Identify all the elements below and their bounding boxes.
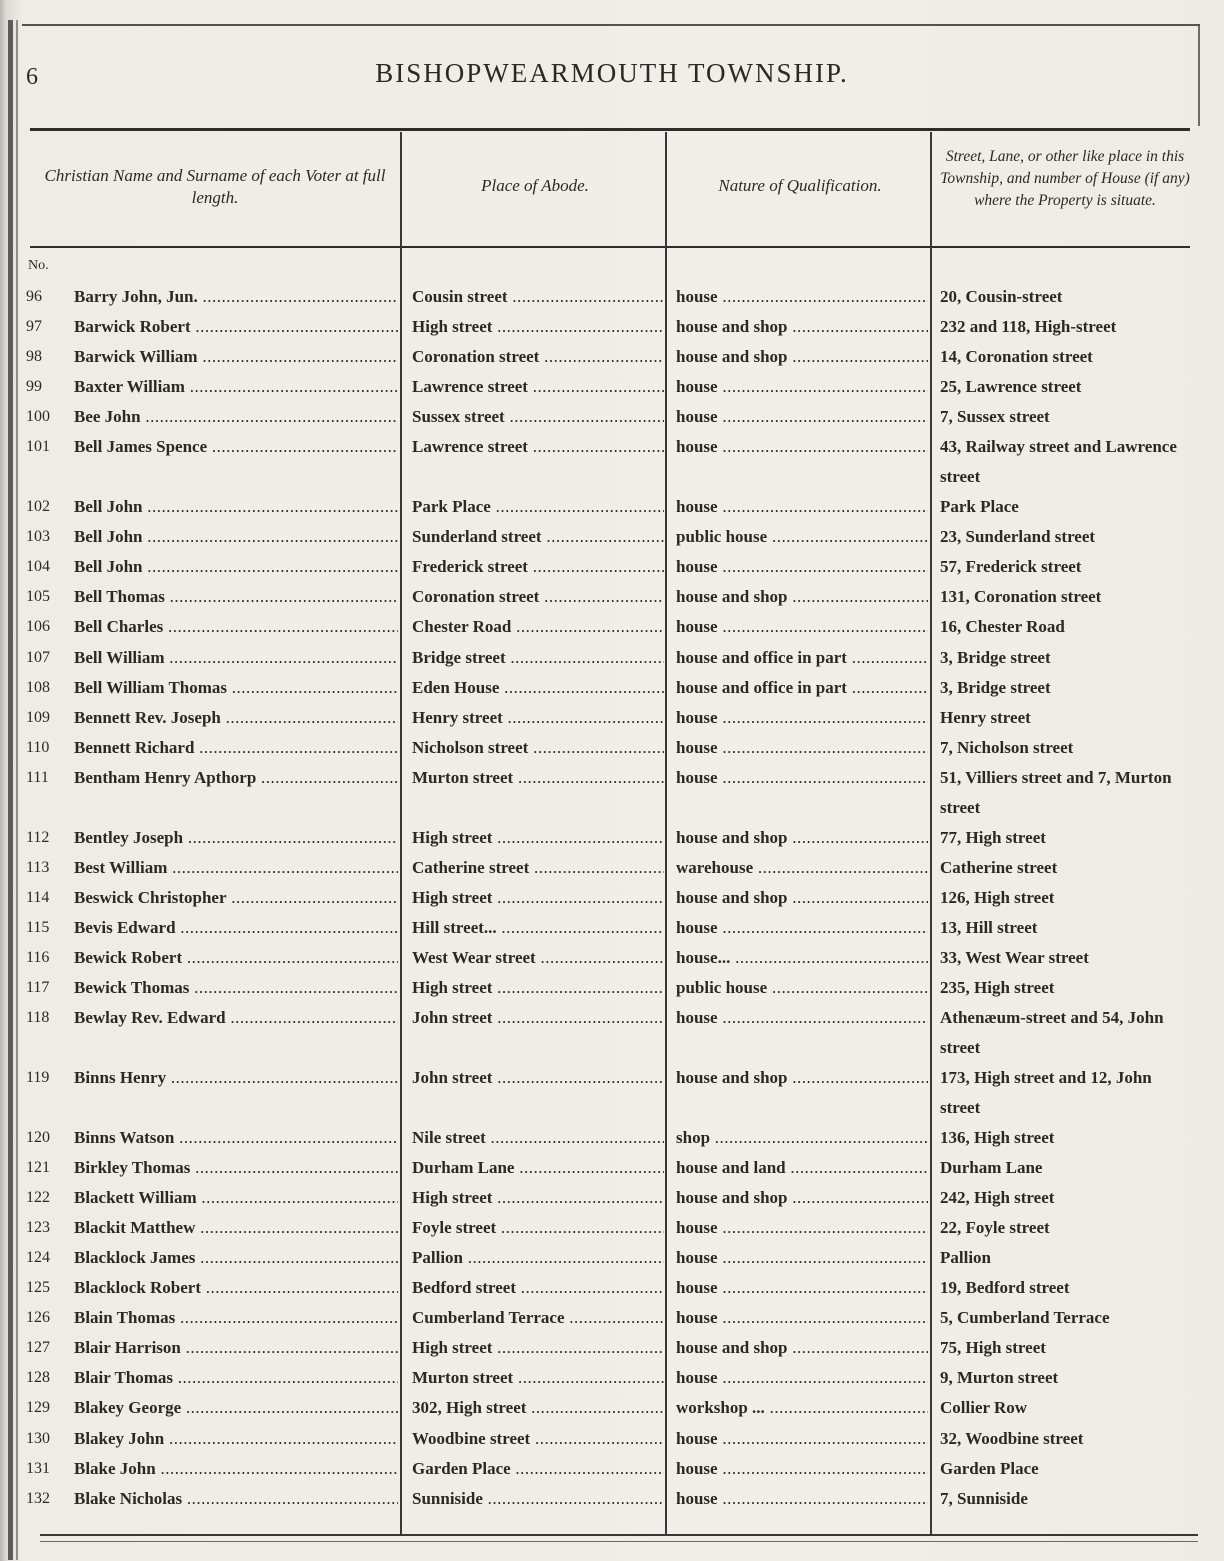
qualification: house and shop ..... [676, 1335, 928, 1361]
table-row [0, 1155, 1224, 1185]
place-of-abode: Lawrence street ..... [412, 434, 664, 460]
voter-name: Binns Watson ..... [74, 1125, 398, 1151]
voter-name: Blakey George ..... [74, 1395, 398, 1421]
voter-number: 125 [26, 1279, 50, 1297]
voter-name: Bewlay Rev. Edward ..... [74, 1005, 398, 1031]
place-of-abode: High street ..... [412, 1335, 664, 1361]
property-street: 14, Coronation street [940, 347, 1093, 367]
property-street: 126, High street [940, 887, 1055, 907]
voter-number: 124 [26, 1249, 50, 1267]
voter-number: 101 [26, 438, 50, 456]
place-of-abode: Frederick street ..... [412, 554, 664, 580]
place-of-abode: Chester Road ..... [412, 614, 664, 640]
property-street: 7, Nicholson street [940, 737, 1074, 757]
table-row [0, 524, 1224, 554]
header-abode: Place of Abode. [481, 176, 589, 195]
table-row [0, 434, 1224, 487]
property-street: 16, Chester Road [940, 617, 1065, 637]
header-top-rule [30, 128, 1190, 131]
property-street: 32, Woodbine street [940, 1428, 1084, 1448]
qualification: house ..... [676, 614, 928, 640]
property-street: 3, Bridge street [940, 647, 1051, 667]
property-street: Catherine street [940, 857, 1058, 877]
voter-number: 127 [26, 1339, 50, 1357]
voter-name: Binns Henry ..... [74, 1065, 398, 1091]
place-of-abode: Nicholson street ..... [412, 735, 664, 761]
voter-number: 106 [26, 618, 50, 636]
place-of-abode: John street ..... [412, 1065, 664, 1091]
property-street: 33, West Wear street [940, 947, 1089, 967]
table-row [0, 1185, 1224, 1215]
voter-number: 119 [26, 1069, 50, 1086]
qualification: house and shop ..... [676, 584, 928, 610]
table-row [0, 374, 1224, 404]
voter-name: Blackit Matthew ..... [74, 1215, 398, 1241]
qualification: house ..... [676, 1486, 928, 1512]
table-row [0, 735, 1224, 765]
voter-number: 105 [26, 588, 50, 606]
place-of-abode: Sunderland street ..... [412, 524, 664, 550]
voter-name: Bell John ..... [74, 554, 398, 580]
place-of-abode: Park Place ..... [412, 494, 664, 520]
qualification: public house ..... [676, 524, 928, 550]
header-name: Christian Name and Surname of each Voter at full length. [44, 166, 386, 207]
voter-number: 132 [26, 1489, 50, 1507]
place-of-abode: High street ..... [412, 975, 664, 1001]
page-number: 6 [26, 64, 38, 90]
qualification: house ..... [676, 1456, 928, 1482]
property-street: Durham Lane [940, 1158, 1043, 1178]
voter-number: 98 [26, 348, 42, 366]
qualification: house and shop ..... [676, 1185, 928, 1211]
qualification: house ..... [676, 284, 928, 310]
table-row [0, 1365, 1224, 1395]
property-street: Collier Row [940, 1398, 1028, 1418]
table-row [0, 765, 1224, 817]
table-row [0, 1486, 1224, 1516]
voter-name: Bentley Joseph ..... [74, 825, 398, 851]
property-street: 57, Frederick street [940, 557, 1082, 577]
voter-name: Bevis Edward ..... [74, 915, 398, 941]
voter-name: Bee John ..... [74, 404, 398, 430]
table-row [0, 975, 1224, 1005]
qualification: house and land ..... [676, 1155, 928, 1181]
qualification: house and office in part ..... [676, 645, 928, 671]
table-row [0, 1005, 1224, 1057]
place-of-abode: West Wear street ..... [412, 945, 664, 971]
table-row [0, 915, 1224, 945]
voter-name: Blakey John ..... [74, 1426, 398, 1452]
table-row [0, 645, 1224, 675]
property-street: 25, Lawrence street [940, 377, 1082, 397]
table-row [0, 1125, 1224, 1155]
voter-number: 102 [26, 498, 50, 516]
voter-name: Bell William Thomas ..... [74, 675, 398, 701]
qualification: house ..... [676, 404, 928, 430]
top-rule [22, 24, 1200, 26]
voter-name: Best William ..... [74, 855, 398, 881]
voter-number: 113 [26, 858, 50, 876]
place-of-abode: Murton street ..... [412, 1365, 664, 1391]
voter-name: Blair Harrison ..... [74, 1335, 398, 1361]
property-street: 3, Bridge street [940, 677, 1051, 697]
table-row [0, 584, 1224, 614]
voter-name: Bewick Thomas ..... [74, 975, 398, 1001]
qualification: house and office in part ..... [676, 675, 928, 701]
voter-name: Bell Thomas ..... [74, 584, 398, 610]
place-of-abode: Bridge street ..... [412, 645, 664, 671]
qualification: house and shop ..... [676, 885, 928, 911]
place-of-abode: High street ..... [412, 314, 664, 340]
qualification: house ..... [676, 1275, 928, 1301]
voter-name: Bewick Robert ..... [74, 945, 398, 971]
property-street: 13, Hill street [940, 917, 1038, 937]
voter-name: Bennett Richard ..... [74, 735, 398, 761]
qualification: public house ..... [676, 975, 928, 1001]
voter-number: 131 [26, 1459, 50, 1477]
place-of-abode: Coronation street ..... [412, 584, 664, 610]
voter-name: Beswick Christopher ..... [74, 885, 398, 911]
voter-number: 108 [26, 678, 50, 696]
qualification: house and shop ..... [676, 344, 928, 370]
table-row [0, 1335, 1224, 1365]
table-row [0, 1245, 1224, 1275]
qualification: house and shop ..... [676, 1065, 928, 1091]
property-street: Park Place [940, 497, 1019, 517]
voter-number: 97 [26, 318, 42, 336]
qualification: workshop ... ..... [676, 1395, 928, 1421]
place-of-abode: Sussex street ..... [412, 404, 664, 430]
voter-name: Barry John, Jun. ..... [74, 284, 398, 310]
qualification: house ..... [676, 705, 928, 731]
voter-name: Bennett Rev. Joseph ..... [74, 705, 398, 731]
place-of-abode: High street ..... [412, 825, 664, 851]
voter-number: 121 [26, 1159, 50, 1177]
qualification: house ..... [676, 1005, 928, 1031]
property-street: 20, Cousin-street [940, 287, 1063, 306]
qualification: house ..... [676, 1245, 928, 1271]
property-street: 43, Railway street and Lawrence street [940, 437, 1177, 487]
qualification: house ..... [676, 494, 928, 520]
voter-number: 117 [26, 978, 50, 996]
table-row [0, 1456, 1224, 1486]
place-of-abode: Sunniside ..... [412, 1486, 664, 1512]
table-row [0, 1426, 1224, 1456]
table-row [0, 945, 1224, 975]
qualification: house ..... [676, 1305, 928, 1331]
property-street: 75, High street [940, 1338, 1046, 1358]
property-street: 235, High street [940, 977, 1055, 997]
voter-name: Blake Nicholas ..... [74, 1486, 398, 1512]
table-row [0, 404, 1224, 434]
voter-number: 126 [26, 1309, 50, 1327]
place-of-abode: High street ..... [412, 1185, 664, 1211]
place-of-abode: Murton street ..... [412, 765, 664, 791]
table-row [0, 314, 1224, 344]
voter-number: 100 [26, 408, 50, 426]
qualification: house ..... [676, 1365, 928, 1391]
voter-name: Bell John ..... [74, 524, 398, 550]
place-of-abode: Garden Place ..... [412, 1456, 664, 1482]
voter-number: 104 [26, 558, 50, 576]
voter-number: 99 [26, 378, 42, 396]
page-title: BISHOPWEARMOUTH TOWNSHIP. [375, 58, 849, 88]
property-street: 19, Bedford street [940, 1278, 1070, 1298]
voter-number: 107 [26, 648, 50, 666]
voter-name: Bell John ..... [74, 494, 398, 520]
table-row [0, 1395, 1224, 1425]
voter-name: Blair Thomas ..... [74, 1365, 398, 1391]
place-of-abode: Woodbine street ..... [412, 1426, 664, 1452]
voter-name: Blain Thomas ..... [74, 1305, 398, 1331]
qualification: house ..... [676, 374, 928, 400]
voter-number: 129 [26, 1399, 50, 1417]
table-row [0, 344, 1224, 374]
voter-name: Bentham Henry Apthorp ..... [74, 765, 398, 791]
place-of-abode: John street ..... [412, 1005, 664, 1031]
qualification: house ..... [676, 554, 928, 580]
qualification: house and shop ..... [676, 825, 928, 851]
header-bottom-rule [30, 246, 1190, 248]
table-row [0, 1215, 1224, 1245]
voter-number: 114 [26, 888, 50, 906]
qualification: house... ..... [676, 945, 928, 971]
table-row [0, 1065, 1224, 1117]
voter-number: 123 [26, 1219, 50, 1237]
property-street: 131, Coronation street [940, 587, 1102, 607]
voter-name: Blake John ..... [74, 1456, 398, 1482]
place-of-abode: Lawrence street ..... [412, 374, 664, 400]
voter-number: 112 [26, 828, 50, 846]
voter-number: 116 [26, 948, 50, 966]
table-row [0, 705, 1224, 735]
voter-name: Blacklock James ..... [74, 1245, 398, 1271]
table-row [0, 494, 1224, 524]
place-of-abode: Pallion ..... [412, 1245, 664, 1271]
property-street: 7, Sussex street [940, 407, 1050, 427]
property-street: 136, High street [940, 1128, 1055, 1147]
voter-number: 128 [26, 1369, 50, 1387]
table-row [0, 825, 1224, 855]
voter-name: Blackett William ..... [74, 1185, 398, 1211]
voter-number: 120 [26, 1129, 50, 1146]
place-of-abode: Cousin street ..... [412, 284, 664, 310]
voter-name: Blacklock Robert ..... [74, 1275, 398, 1301]
voter-number: 110 [26, 738, 50, 756]
place-of-abode: High street ..... [412, 885, 664, 911]
property-street: Pallion [940, 1248, 992, 1268]
voter-name: Birkley Thomas ..... [74, 1155, 398, 1181]
voter-number: 118 [26, 1009, 50, 1026]
property-street: 242, High street [940, 1188, 1055, 1208]
place-of-abode: Nile street ..... [412, 1125, 664, 1151]
place-of-abode: Foyle street ..... [412, 1215, 664, 1241]
number-column-label: No. [28, 258, 49, 273]
property-street: Athenæum-street and 54, John street [940, 1008, 1164, 1057]
table-row [0, 1275, 1224, 1305]
place-of-abode: Hill street... ..... [412, 915, 664, 941]
property-street: 22, Foyle street [940, 1218, 1050, 1238]
voter-name: Bell William ..... [74, 645, 398, 671]
qualification: shop ..... [676, 1125, 928, 1151]
table-row [0, 1305, 1224, 1335]
property-street: 51, Villiers street and 7, Murton street [940, 767, 1172, 817]
qualification: warehouse ..... [676, 855, 928, 881]
bottom-rule-thin [40, 1541, 1198, 1542]
property-street: 5, Cumberland Terrace [940, 1308, 1110, 1328]
property-street: 9, Murton street [940, 1368, 1059, 1388]
qualification: house ..... [676, 915, 928, 941]
qualification: house ..... [676, 765, 928, 791]
voter-number: 111 [26, 768, 49, 786]
place-of-abode: Coronation street ..... [412, 344, 664, 370]
property-street: 173, High street and 12, John street [940, 1068, 1152, 1117]
place-of-abode: Catherine street ..... [412, 855, 664, 881]
place-of-abode: 302, High street ..... [412, 1395, 664, 1421]
place-of-abode: Bedford street ..... [412, 1275, 664, 1301]
voter-number: 103 [26, 528, 50, 546]
property-street: Garden Place [940, 1458, 1039, 1478]
voter-number: 115 [26, 918, 50, 936]
place-of-abode: Eden House ..... [412, 675, 664, 701]
table-row [0, 554, 1224, 584]
table-row [0, 284, 1224, 314]
voter-number: 109 [26, 708, 50, 726]
property-street: 77, High street [940, 827, 1046, 847]
table-row [0, 855, 1224, 885]
property-street: Henry street [940, 707, 1031, 727]
property-street: 23, Sunderland street [940, 527, 1096, 547]
voter-name: Baxter William ..... [74, 374, 398, 400]
voter-number: 122 [26, 1189, 50, 1207]
table-row [0, 675, 1224, 705]
voter-name: Barwick Robert ..... [74, 314, 398, 340]
qualification: house ..... [676, 1426, 928, 1452]
voter-name: Barwick William ..... [74, 344, 398, 370]
voter-name: Bell James Spence ..... [74, 434, 398, 460]
qualification: house and shop ..... [676, 314, 928, 340]
qualification: house ..... [676, 735, 928, 761]
qualification: house ..... [676, 434, 928, 460]
place-of-abode: Cumberland Terrace ..... [412, 1305, 664, 1331]
property-street: 232 and 118, High-street [940, 317, 1117, 337]
bottom-rule [40, 1534, 1198, 1536]
header-qualification: Nature of Qualification. [718, 176, 882, 195]
voter-name: Bell Charles ..... [74, 614, 398, 640]
header-street: Street, Lane, or other like place in this Township, and number of House (if any) where the Property is situate. [940, 148, 1190, 209]
place-of-abode: Durham Lane ..... [412, 1155, 664, 1181]
table-row [0, 885, 1224, 915]
voter-number: 130 [26, 1429, 50, 1447]
qualification: house ..... [676, 1215, 928, 1241]
property-street: 7, Sunniside [940, 1488, 1028, 1508]
place-of-abode: Henry street ..... [412, 705, 664, 731]
table-row [0, 614, 1224, 644]
voter-number: 96 [26, 288, 42, 305]
